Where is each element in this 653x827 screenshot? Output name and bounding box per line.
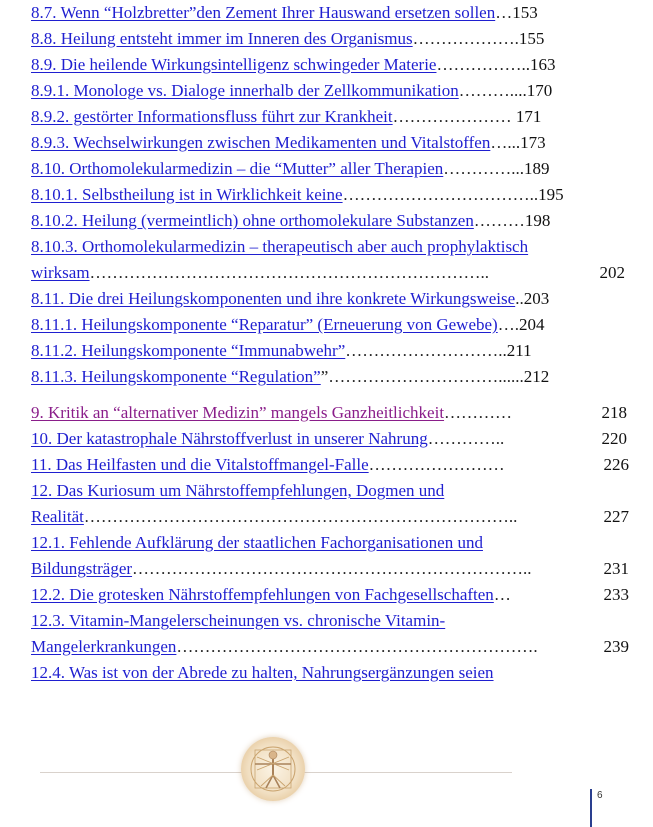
toc-page-number: 226 <box>603 455 629 474</box>
toc-dots: .. <box>515 289 524 308</box>
toc-dots: ………… <box>444 403 513 422</box>
vitruvian-man-icon <box>241 737 305 801</box>
toc-link[interactable]: 8.10.1. Selbstheilung ist in Wirklichkeit keine <box>31 185 343 204</box>
page-number: 6 <box>597 790 603 801</box>
toc-link[interactable]: 8.11.2. Heilungskomponente “Immunabwehr” <box>31 341 346 360</box>
toc-entry-continued[interactable] <box>31 634 629 660</box>
toc-link[interactable]: Mangelerkrankungen <box>31 637 177 656</box>
toc-dots: …………………………………………………………….. <box>132 559 532 578</box>
toc-entry[interactable] <box>31 182 629 208</box>
vitruvian-man-icon <box>241 737 305 801</box>
toc-entry-continued[interactable] <box>31 260 629 286</box>
toc-entry[interactable] <box>31 208 629 234</box>
toc-page-number: 220 <box>601 429 627 448</box>
toc-dots: …………………………………………………………….. <box>89 263 490 282</box>
toc-dots: ………………………………………………………………….. <box>83 507 518 526</box>
toc-link[interactable]: 8.9. Die heilende Wirkungsintelligenz schwingeder Materie <box>31 55 437 74</box>
toc-page-number: .189 <box>519 159 550 178</box>
toc-dots: …………………………….. <box>342 185 539 204</box>
toc-page-number: .163 <box>525 55 556 74</box>
toc-link[interactable]: 12.4. Was ist von der Abrede zu halten, Nahrungsergänzungen seien <box>31 663 494 682</box>
toc-link[interactable]: 8.11. Die drei Heilungskomponenten und ihre konkrete Wirkungsweise <box>31 289 516 308</box>
toc-link[interactable]: 8.11.1. Heilungskomponente “Reparatur” (Erneuerung von Gewebe) <box>31 315 498 334</box>
toc-dots: ………….. <box>427 429 505 448</box>
toc-entry[interactable] <box>31 364 629 390</box>
toc-page-number: 233 <box>603 585 629 604</box>
toc-page-number: 171 <box>515 107 542 126</box>
toc-entry[interactable] <box>31 234 629 260</box>
toc-link[interactable]: 12.2. Die grotesken Nährstoffempfehlungen von Fachgesellschaften <box>31 585 494 604</box>
toc-page-number: 203 <box>523 289 550 308</box>
toc-entry[interactable] <box>31 312 629 338</box>
toc-dots: … <box>495 3 513 22</box>
toc-entry[interactable] <box>31 26 629 52</box>
toc-page-number: 204 <box>518 315 545 334</box>
toc-entry-continued[interactable] <box>31 504 629 530</box>
toc-link[interactable]: 8.7. Wenn “Holzbretter”den Zement Ihrer Hauswand ersetzen sollen <box>31 3 496 22</box>
toc-dots: ………………. <box>412 29 519 48</box>
toc-link[interactable]: 8.10.3. Orthomolekularmedizin – therapeutisch aber auch prophylaktisch <box>31 237 529 256</box>
toc-dots: …. <box>497 315 519 334</box>
toc-page-number: 153 <box>512 3 538 22</box>
toc-page-number: 212 <box>523 367 550 386</box>
toc-link[interactable]: Bildungsträger <box>31 559 133 578</box>
toc-link[interactable]: Realität <box>31 507 84 526</box>
toc-entry[interactable] <box>31 660 629 686</box>
section-gap <box>31 390 629 400</box>
toc-entry[interactable] <box>31 104 629 130</box>
toc-link[interactable]: 8.9.1. Monologe vs. Dialoge innerhalb der Zellkommunikation <box>31 81 459 100</box>
toc-page-number: 231 <box>603 559 629 578</box>
toc-page-number: 239 <box>603 637 629 656</box>
toc-link[interactable]: 8.8. Heilung entsteht immer im Inneren des Organismus <box>31 29 413 48</box>
toc-entry[interactable] <box>31 530 629 556</box>
toc-entry[interactable] <box>31 156 629 182</box>
toc-entry[interactable] <box>31 286 629 312</box>
toc-page-number: 227 <box>603 507 629 526</box>
toc-page-number: ..170 <box>518 81 553 100</box>
toc-link[interactable]: 8.10.2. Heilung (vermeintlich) ohne orthomolekulare Substanzen <box>31 211 474 230</box>
toc-entry[interactable] <box>31 478 629 504</box>
toc-entry[interactable] <box>31 338 629 364</box>
toc-link[interactable]: 12.3. Vitamin-Mangelerscheinungen vs. chronische Vitamin- <box>31 611 446 630</box>
toc-link[interactable]: 10. Der katastrophale Nährstoffverlust in unserer Nahrung <box>31 429 428 448</box>
toc-entry[interactable] <box>31 582 629 608</box>
toc-page-number: .173 <box>515 133 546 152</box>
toc-dots: ……… <box>473 211 525 230</box>
toc-page-number: 202 <box>599 263 625 282</box>
toc-link[interactable]: 9. Kritik an “alternativer Medizin” mangels Ganzheitlichkeit <box>31 403 445 422</box>
toc-entry[interactable] <box>31 452 629 478</box>
toc-page-number: 198 <box>524 211 551 230</box>
toc-page-number: 195 <box>538 185 564 204</box>
toc-dots: … <box>493 585 511 604</box>
toc-link[interactable]: 8.11.3. Heilungskomponente “Regulation” <box>31 367 321 386</box>
toc-dots: ………….. <box>443 159 520 178</box>
toc-dots: ……….. <box>458 81 519 100</box>
toc-entry[interactable] <box>31 0 629 26</box>
toc-entry[interactable] <box>31 130 629 156</box>
table-of-contents <box>31 0 629 686</box>
toc-dots: …………………… <box>368 455 505 474</box>
toc-link[interactable]: wirksam <box>31 263 90 282</box>
toc-page-number: .211 <box>502 341 532 360</box>
toc-dots: ………………… <box>392 107 512 126</box>
toc-link[interactable]: 12.1. Fehlende Aufklärung der staatlichen Fachorganisationen und <box>31 533 483 552</box>
toc-entry-continued[interactable] <box>31 556 629 582</box>
toc-page-number: 218 <box>601 403 627 422</box>
toc-entry[interactable] <box>31 78 629 104</box>
toc-link[interactable]: 8.9.3. Wechselwirkungen zwischen Medikamenten und Vitalstoffen <box>31 133 491 152</box>
toc-dots: ”…………………………...... <box>320 367 524 386</box>
toc-link[interactable]: 8.9.2. gestörter Informationsfluss führt zur Krankheit <box>31 107 393 126</box>
toc-link[interactable]: 11. Das Heilfasten und die Vitalstoffmangel-Falle <box>31 455 369 474</box>
toc-page-number: 155 <box>518 29 545 48</box>
toc-dots: ………………………. <box>345 341 503 360</box>
toc-link[interactable]: 8.10. Orthomolekularmedizin – die “Mutter” aller Therapien <box>31 159 444 178</box>
toc-entry[interactable] <box>31 400 629 426</box>
toc-dots: ………………………………………………………. <box>176 637 538 656</box>
toc-dots: ……………. <box>436 55 526 74</box>
toc-dots: ….. <box>490 133 516 152</box>
toc-link[interactable]: 12. Das Kuriosum um Nährstoffempfehlungen, Dogmen und <box>31 481 445 500</box>
page-number-bar <box>590 789 592 827</box>
toc-entry[interactable] <box>31 426 629 452</box>
toc-entry[interactable] <box>31 52 629 78</box>
toc-entry[interactable] <box>31 608 629 634</box>
